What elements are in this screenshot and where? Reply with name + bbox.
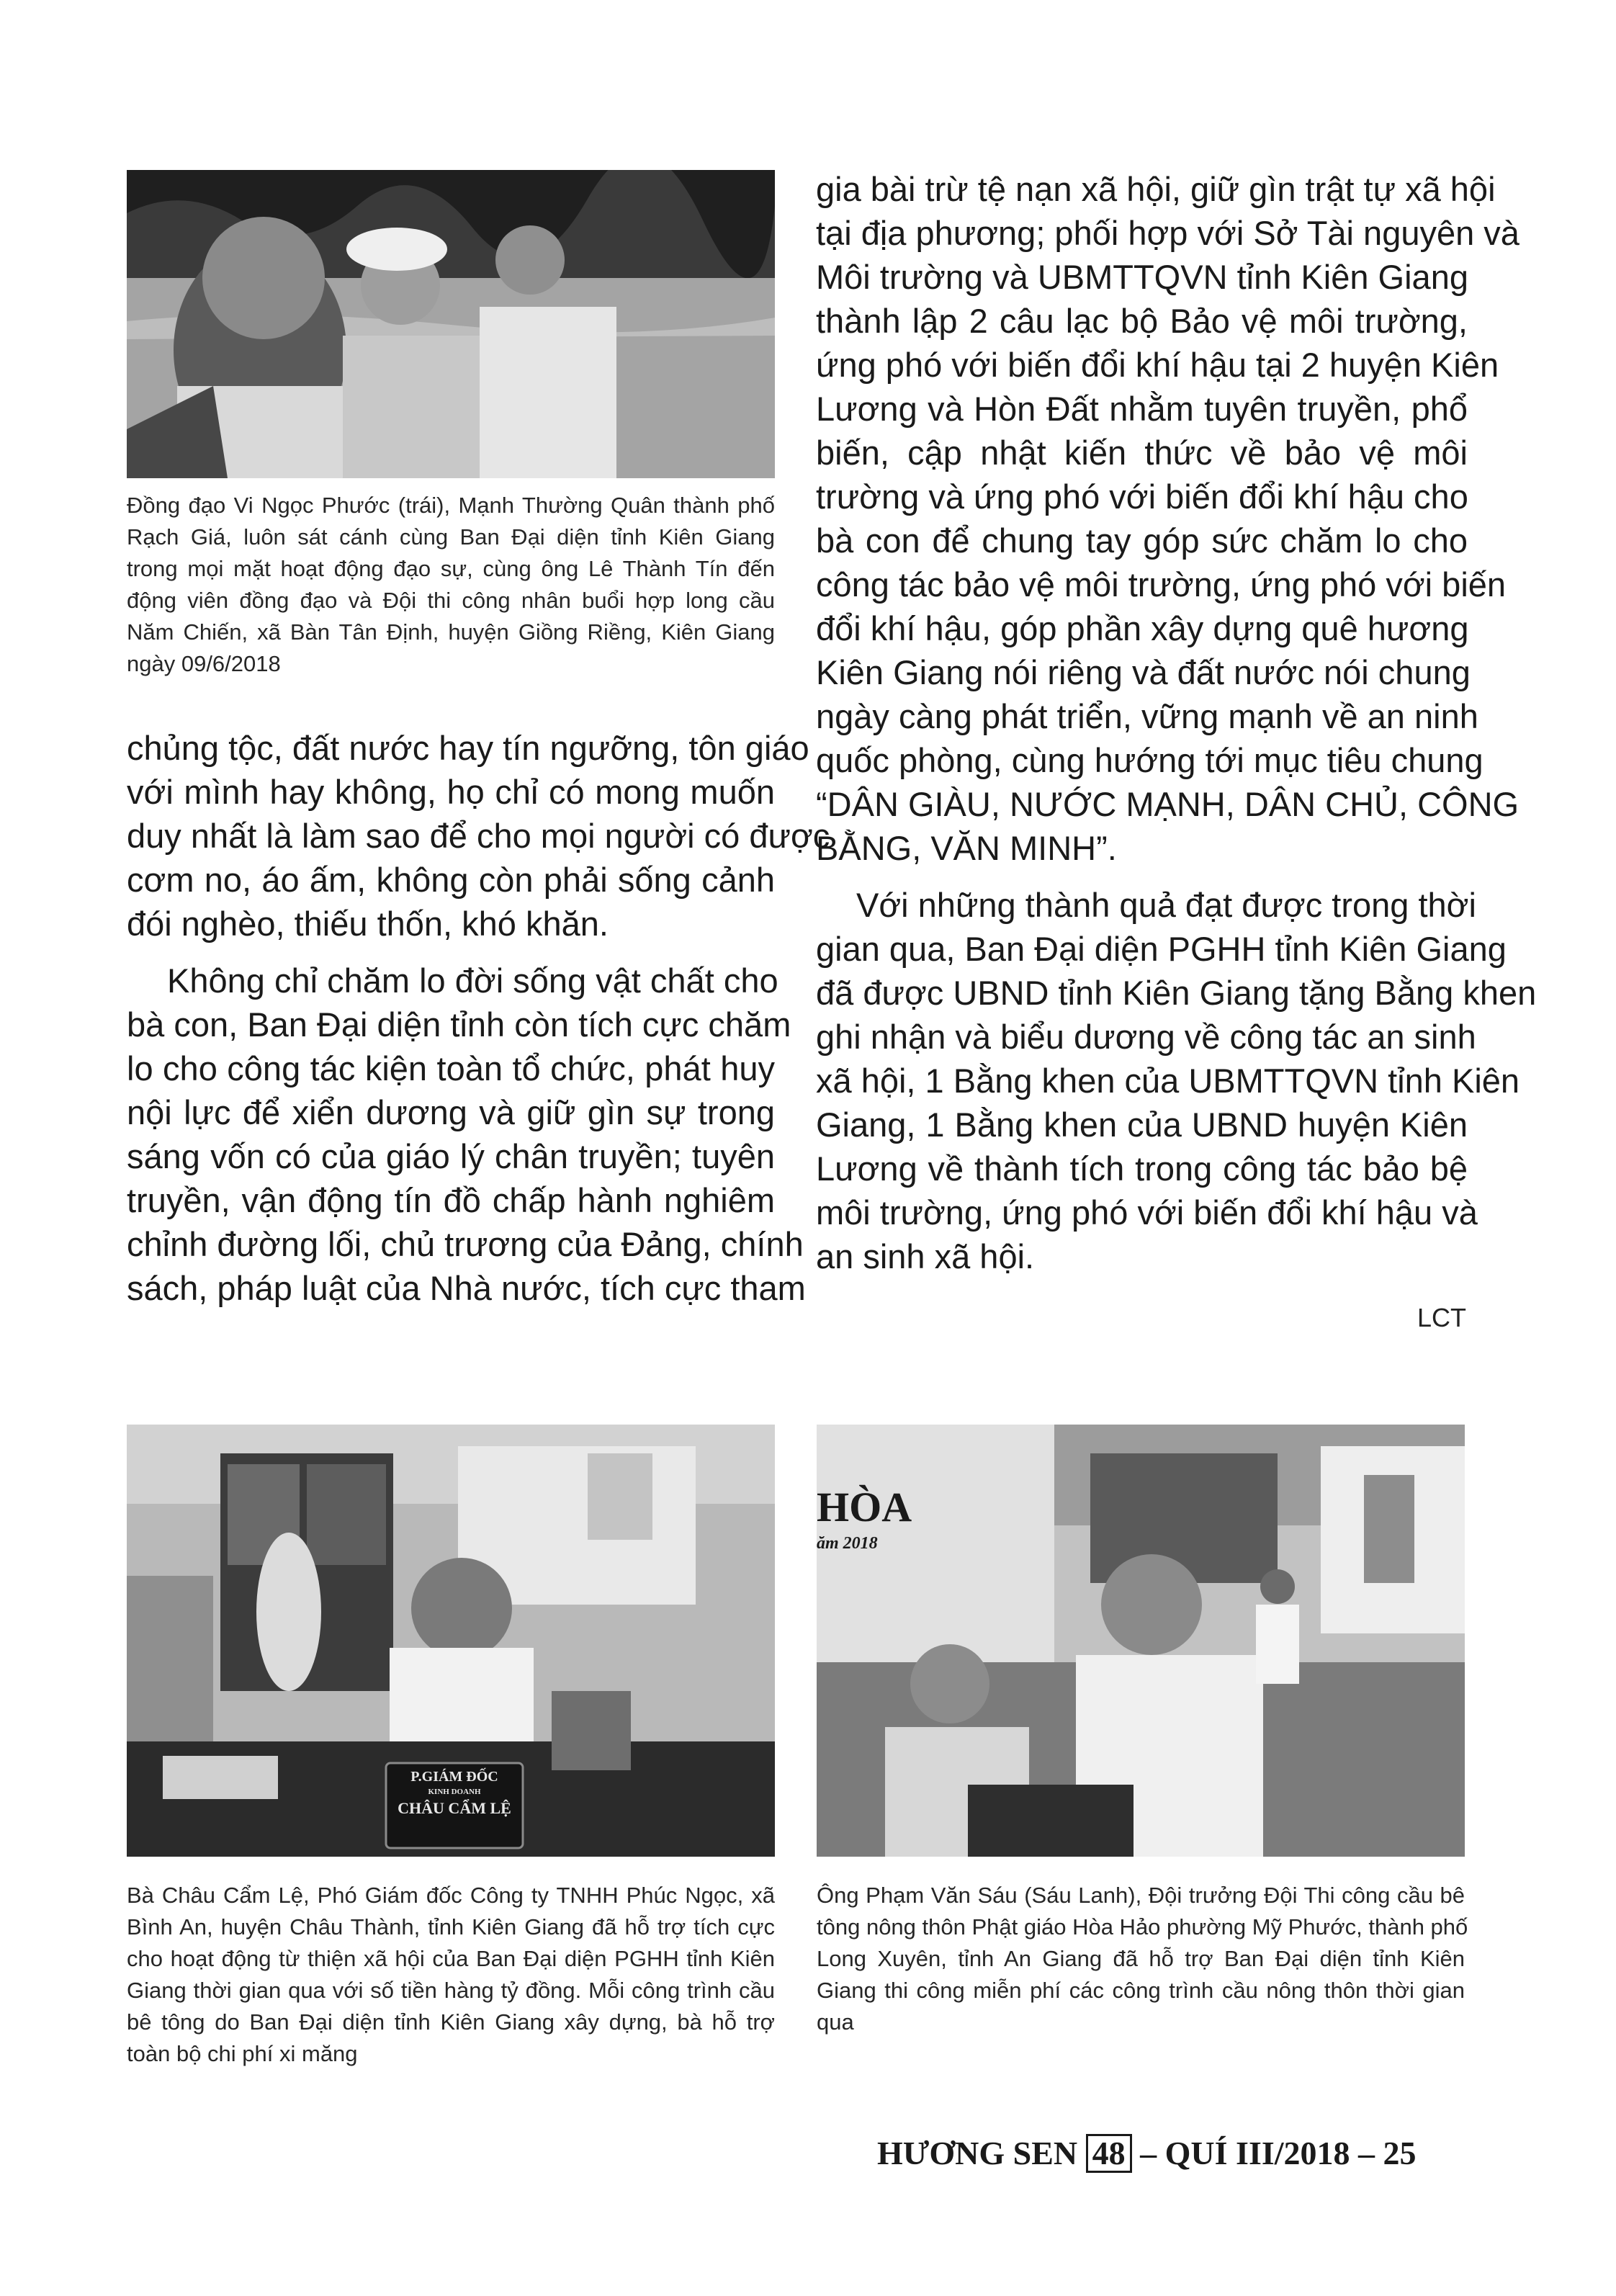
caption-line: Bình An, huyện Châu Thành, tỉnh Kiên Giang đã hỗ trợ tích cực [127, 1914, 775, 1940]
body-line: sách, pháp luật của Nhà nước, tích cực tham [127, 1269, 806, 1307]
body-line: tại địa phương; phối hợp với Sở Tài nguyên và [816, 214, 1520, 252]
photo-bridge-team-leader [817, 1425, 1465, 1857]
body-line: biến, cập nhật kiến thức về bảo vệ môi [816, 434, 1468, 472]
banner-text-large: HÒA [817, 1484, 912, 1530]
caption-line: Ông Phạm Văn Sáu (Sáu Lanh), Đội trưởng Đội Thi công cầu bê [817, 1883, 1465, 1908]
caption-line: Giang thi công miễn phí các công trình cầu nông thôn thời gian [817, 1978, 1465, 2003]
body-line: bà con, Ban Đại diện tỉnh còn tích cực chăm [127, 1005, 791, 1044]
caption-line: bê tông do Ban Đại diện tỉnh Kiên Giang xây dựng, bà hỗ trợ [127, 2009, 775, 2035]
caption-line: Bà Châu Cẩm Lệ, Phó Giám đốc Công ty TNHH Phúc Ngọc, xã [127, 1883, 775, 1908]
body-line: ngày càng phát triển, vững mạnh về an ninh [816, 697, 1478, 735]
caption-line: Giang thời gian qua với số tiền hàng tỷ đồng. Mỗi công trình cầu [127, 1978, 775, 2003]
photo-office-desk [127, 1425, 775, 1857]
body-line: “DÂN GIÀU, NƯỚC MẠNH, DÂN CHỦ, CÔNG [816, 785, 1520, 823]
body-line: chỉnh đường lối, chủ trương của Đảng, chính [127, 1225, 804, 1263]
issue-number: 48 [1086, 2134, 1132, 2173]
body-line: quốc phòng, cùng hướng tới mục tiêu chung [816, 741, 1483, 779]
body-line: ứng phó với biến đổi khí hậu tại 2 huyện Kiên [816, 346, 1499, 384]
desk-nameplate [387, 1767, 521, 1819]
body-line: công tác bảo vệ môi trường, ứng phó với biến [816, 565, 1507, 604]
body-line: với mình hay không, họ chỉ có mong muốn [127, 773, 775, 811]
body-line: môi trường, ứng phó với biến đổi khí hậu và [816, 1193, 1478, 1232]
caption-line: động viên đồng đạo và Đội thi công nhân buổi hợp long cầu [127, 588, 775, 613]
photo-river-meeting [127, 170, 775, 478]
body-line: xã hội, 1 Bằng khen của UBMTTQVN tỉnh Kiên [816, 1062, 1520, 1100]
page-footer [877, 2132, 1417, 2175]
issue-quarter: – QUÍ III/2018 – [1140, 2135, 1375, 2171]
body-line: chủng tộc, đất nước hay tín ngưỡng, tôn giáo [127, 729, 809, 767]
body-line: Không chỉ chăm lo đời sống vật chất cho [167, 961, 778, 1000]
page-number: 25 [1383, 2135, 1417, 2171]
body-line: Môi trường và UBMTTQVN tỉnh Kiên Giang [816, 258, 1468, 296]
body-line: đói nghèo, thiếu thốn, khó khăn. [127, 905, 609, 943]
photo-caption-bottom-right [817, 1880, 1468, 2038]
body-line: Kiên Giang nói riêng và đất nước nói chung [816, 653, 1471, 691]
caption-line: Long Xuyên, tỉnh An Giang đã hỗ trợ Ban Đại diện tỉnh Kiên [817, 1946, 1465, 1971]
nameplate-title: P.GIÁM ĐỐC [410, 1769, 498, 1785]
caption-line: Rạch Giá, luôn sát cánh cùng Ban Đại diện tỉnh Kiên Giang [127, 524, 775, 550]
body-line: trường và ứng phó với biến đổi khí hậu cho [816, 477, 1468, 516]
caption-line: ngày 09/6/2018 [127, 651, 281, 676]
article-right-column [816, 167, 1537, 1278]
body-line: BẰNG, VĂN MINH”. [816, 829, 1117, 867]
body-line: cơm no, áo ấm, không còn phải sống cảnh [127, 861, 775, 899]
body-line: Với những thành quả đạt được trong thời [856, 886, 1476, 924]
body-line: gian qua, Ban Đại diện PGHH tỉnh Kiên Giang [816, 930, 1507, 968]
body-line: sáng vốn có của giáo lý chân truyền; tuyên [127, 1137, 775, 1175]
nameplate-name: CHÂU CẨM LỆ [398, 1799, 511, 1817]
caption-line: trong mọi mặt hoạt động đạo sự, cùng ông Lê Thành Tín đến [127, 556, 775, 581]
magazine-name: HƯƠNG SEN [877, 2135, 1078, 2171]
banner-text-small: ăm 2018 [817, 1534, 878, 1553]
caption-line: tông nông thôn Phật giáo Hòa Hảo phường Mỹ Phước, thành phố [817, 1914, 1468, 1940]
caption-line: qua [817, 2009, 854, 2035]
body-line: đã được UBND tỉnh Kiên Giang tặng Bằng khen [816, 974, 1537, 1012]
photo-caption-bottom-left [127, 1880, 775, 2070]
body-line: ghi nhận và biểu dương về công tác an sinh [816, 1018, 1476, 1056]
body-line: Lương về thành tích trong công tác bảo bệ [816, 1149, 1468, 1188]
body-line: lo cho công tác kiện toàn tổ chức, phát huy [127, 1049, 775, 1088]
photo-caption-top [127, 490, 775, 680]
caption-line: Đồng đạo Vi Ngọc Phước (trái), Mạnh Thường Quân thành phố [127, 493, 775, 518]
article-left-column [127, 726, 830, 1310]
body-line: thành lập 2 câu lạc bộ Bảo vệ môi trường, [816, 302, 1468, 340]
author-signature: LCT [1417, 1303, 1467, 1332]
caption-line: toàn bộ chi phí xi măng [127, 2041, 358, 2066]
body-line: gia bài trừ tệ nạn xã hội, giữ gìn trật tự xã hội [816, 170, 1496, 208]
body-line: Lương và Hòn Đất nhằm tuyên truyền, phổ [816, 390, 1468, 428]
caption-line: cho hoạt động từ thiện xã hội của Ban Đại diện PGHH tỉnh Kiên [127, 1946, 775, 1971]
body-line: duy nhất là làm sao để cho mọi người có được [127, 817, 830, 855]
body-line: đổi khí hậu, góp phần xây dựng quê hương [816, 609, 1469, 647]
body-line: bà con để chung tay góp sức chăm lo cho [816, 521, 1468, 560]
body-line: truyền, vận động tín đồ chấp hành nghiêm [127, 1181, 775, 1219]
body-line: an sinh xã hội. [816, 1237, 1035, 1275]
nameplate-subtitle: KINH DOANH [428, 1788, 481, 1796]
body-line: Giang, 1 Bằng khen của UBND huyện Kiên [816, 1106, 1468, 1144]
caption-line: Năm Chiến, xã Bàn Tân Định, huyện Giồng Riềng, Kiên Giang [127, 619, 775, 645]
event-banner [817, 1482, 961, 1554]
body-line: nội lực để xiển dương và giữ gìn sự trong [127, 1093, 775, 1131]
